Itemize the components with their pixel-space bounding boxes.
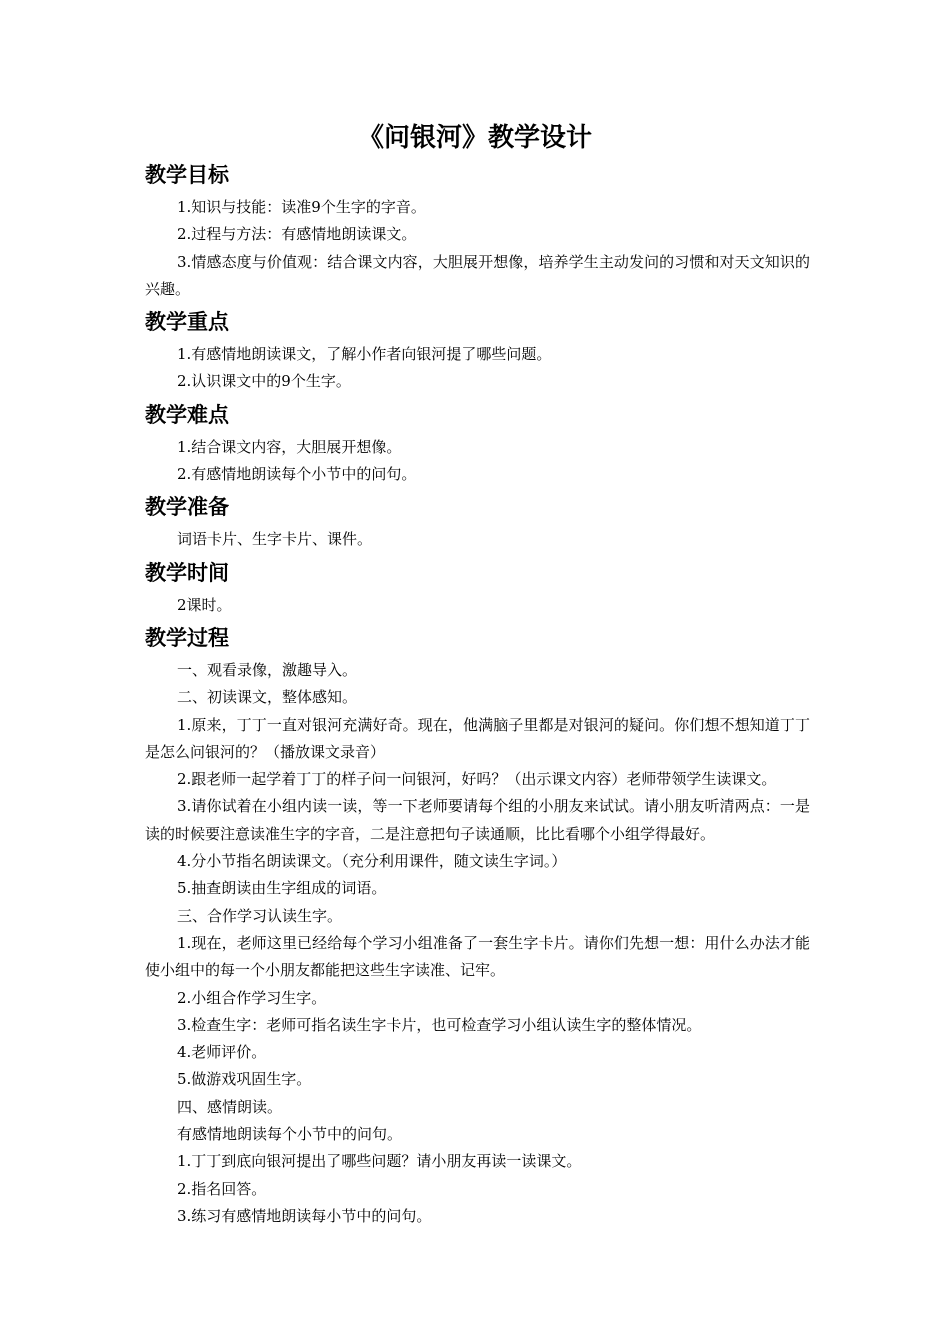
paragraph: 二、初读课文，整体感知。 [177,688,358,707]
paragraph: 1.结合课文内容，大胆展开想像。 [177,437,402,456]
paragraph: 2.指名回答。 [177,1179,267,1198]
section-heading: 教学过程 [145,625,229,650]
paragraph: 1.原来，丁丁一直对银河充满好奇。现在，他满脑子里都是对银河的疑问。你们想不想知道丁丁是怎么问银河的？（播放课文录音） [145,715,810,761]
paragraph: 1.现在，老师这里已经给每个学习小组准备了一套生字卡片。请你们先想一想：用什么办法才能使小组中的每一个小朋友都能把这些生字读准、记牢。 [145,933,810,980]
paragraph: 3.请你试着在小组内读一读，等一下老师要请每个组的小朋友来试试。请小朋友听清两点：一是读的时候要注意读准生字的字音，二是注意把句子读通顺，比比看哪个小组学得最好。 [145,797,810,843]
document-body [145,156,810,1230]
paragraph: 2.过程与方法：有感情地朗读课文。 [177,225,417,244]
section-heading: 教学准备 [145,495,229,520]
section [145,619,810,1230]
section [145,488,810,553]
paragraph: 2.小组合作学习生字。 [177,988,327,1007]
paragraph: 2.跟老师一起学着丁丁的样子问一问银河，好吗？（出示课文内容）老师带领学生读课文。 [177,770,777,789]
paragraph: 三、合作学习认读生字。 [177,906,343,925]
paragraph: 4.分小节指名朗读课文。（充分利用课件，随文读生字词。） [177,852,567,871]
paragraph: 1.有感情地朗读课文，了解小作者向银河提了哪些问题。 [177,345,552,364]
paragraph: 四、感情朗读。 [177,1097,283,1116]
section-heading: 教学时间 [145,560,229,585]
section [145,303,810,396]
paragraph: 5.抽查朗读由生字组成的词语。 [177,879,387,898]
paragraph: 1.丁丁到底向银河提出了哪些问题？请小朋友再读一读课文。 [177,1152,582,1171]
paragraph: 3.练习有感情地朗读每小节中的问句。 [177,1206,432,1225]
paragraph: 词语卡片、生字卡片、课件。 [177,530,373,549]
paragraph: 一、观看录像，激趣导入。 [177,660,358,679]
paragraph: 3.情感态度与价值观：结合课文内容，大胆展开想像，培养学生主动发问的习惯和对天文知识的兴趣。 [145,252,810,298]
document-title: 《问银河》教学设计 [357,123,592,153]
paragraph: 3.检查生字：老师可指名读生字卡片，也可检查学习小组认读生字的整体情况。 [177,1015,702,1034]
paragraph: 4.老师评价。 [177,1043,267,1062]
paragraph: 有感情地朗读每个小节中的问句。 [177,1125,403,1144]
section [145,156,810,303]
paragraph: 5.做游戏巩固生字。 [177,1070,312,1089]
section-heading: 教学目标 [145,163,229,187]
paragraph: 2.有感情地朗读每个小节中的问句。 [177,465,417,484]
paragraph: 1.知识与技能：读准9个生字的字音。 [177,198,426,216]
section [145,396,810,489]
section-heading: 教学重点 [145,310,229,335]
paragraph: 2课时。 [177,595,232,614]
paragraph: 2.认识课文中的9个生字。 [177,372,351,391]
section [145,554,810,619]
section-heading: 教学难点 [145,402,229,427]
